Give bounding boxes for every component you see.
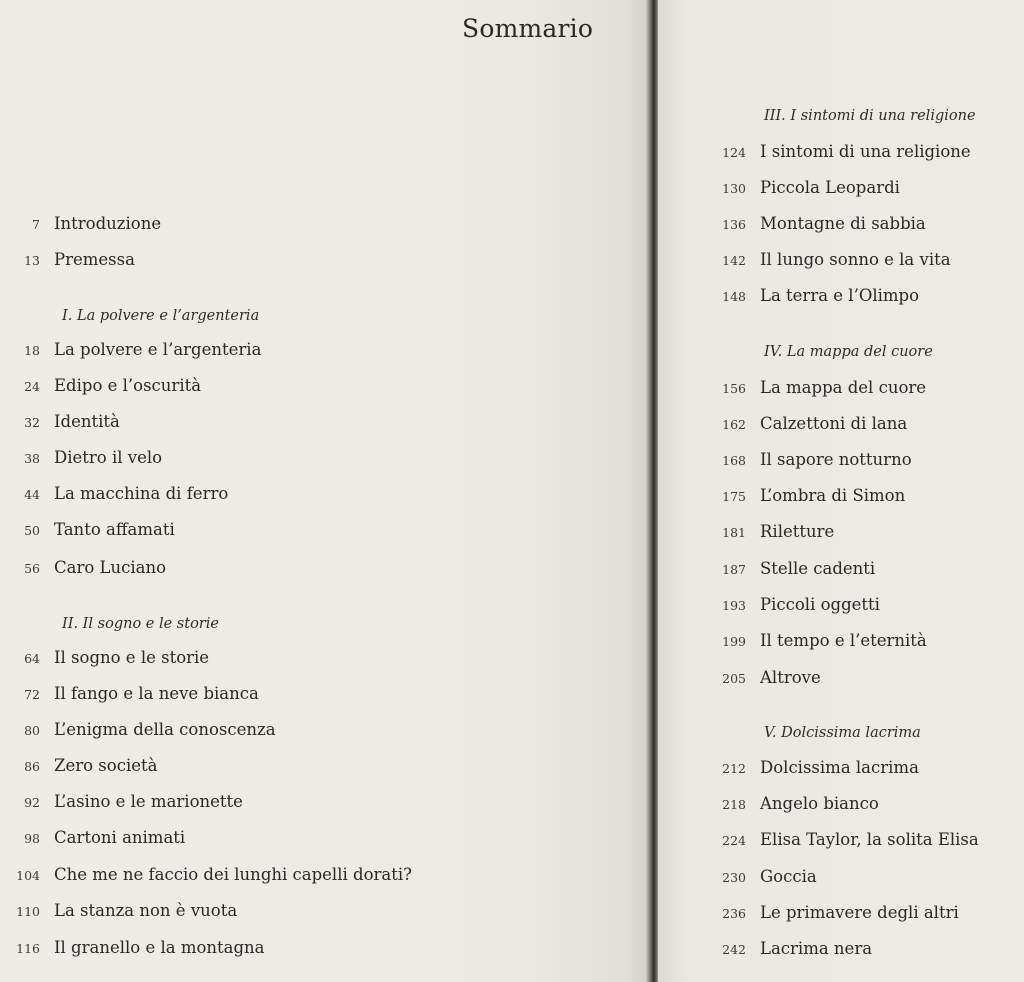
toc-page-number: 136 bbox=[722, 217, 746, 232]
toc-entry bbox=[0, 376, 201, 398]
toc-page-number: 205 bbox=[722, 671, 746, 686]
toc-page-number: 162 bbox=[722, 417, 746, 432]
toc-entry-title: Il sogno e le storie bbox=[54, 648, 210, 667]
section-heading: IV. La mappa del cuore bbox=[764, 344, 933, 360]
toc-entry bbox=[698, 286, 919, 308]
toc-page-number: 124 bbox=[722, 145, 746, 160]
toc-entry bbox=[0, 756, 157, 778]
toc-page-number: 193 bbox=[722, 598, 746, 613]
toc-page-number: 44 bbox=[24, 487, 40, 502]
toc-page-number: 32 bbox=[24, 415, 40, 430]
toc-entry-title: I sintomi di una religione bbox=[760, 142, 971, 161]
toc-page-number: 13 bbox=[24, 253, 40, 268]
toc-entry-title: Zero società bbox=[54, 756, 158, 775]
toc-entry bbox=[0, 684, 259, 706]
toc-entry-title: Dolcissima lacrima bbox=[760, 758, 919, 777]
toc-entry-title: La terra e l’Olimpo bbox=[760, 286, 920, 305]
toc-entry bbox=[698, 250, 951, 272]
toc-entry-title: Il tempo e l’eternità bbox=[760, 631, 927, 650]
toc-entry bbox=[698, 559, 875, 581]
toc-entry-title: L’ombra di Simon bbox=[760, 486, 906, 505]
toc-page-number: 72 bbox=[24, 687, 40, 702]
toc-entry bbox=[0, 865, 412, 887]
toc-entry bbox=[0, 720, 276, 742]
toc-entry bbox=[0, 938, 265, 960]
toc-entry bbox=[0, 448, 162, 470]
toc-page-number: 218 bbox=[722, 797, 746, 812]
toc-entry-title: Premessa bbox=[54, 250, 135, 269]
toc-entry-title: La stanza non è vuota bbox=[54, 901, 238, 920]
toc-entry-title: Il granello e la montagna bbox=[54, 938, 265, 957]
toc-entry-title: Edipo e l’oscurità bbox=[54, 376, 202, 395]
toc-entry bbox=[0, 792, 243, 814]
toc-page-number: 148 bbox=[722, 289, 746, 304]
toc-page-number: 64 bbox=[24, 651, 40, 666]
toc-page-number: 116 bbox=[16, 941, 40, 956]
toc-page-number: 56 bbox=[24, 561, 40, 576]
page-title: Sommario bbox=[462, 14, 594, 43]
toc-entry bbox=[0, 828, 185, 850]
toc-entry bbox=[698, 595, 880, 617]
toc-entry-title: Il sapore notturno bbox=[760, 450, 912, 469]
toc-entry-title: Goccia bbox=[760, 867, 817, 886]
toc-entry-title: La polvere e l’argenteria bbox=[54, 340, 262, 359]
toc-entry-title: Elisa Taylor, la solita Elisa bbox=[760, 830, 979, 849]
toc-entry-title: Che me ne faccio dei lunghi capelli dorati? bbox=[54, 865, 412, 884]
toc-entry-title: L’enigma della conoscenza bbox=[54, 720, 276, 739]
toc-entry bbox=[698, 486, 905, 508]
toc-page-number: 224 bbox=[722, 833, 746, 848]
toc-entry bbox=[698, 522, 834, 544]
toc-entry bbox=[698, 867, 817, 889]
toc-page-number: 50 bbox=[24, 523, 40, 538]
toc-page-number: 104 bbox=[16, 868, 40, 883]
toc-entry-title: Tanto affamati bbox=[54, 520, 175, 539]
toc-entry bbox=[698, 758, 919, 780]
toc-entry bbox=[698, 794, 879, 816]
toc-entry bbox=[0, 250, 135, 272]
toc-entry-title: Angelo bianco bbox=[760, 794, 879, 813]
toc-entry-title: Riletture bbox=[760, 522, 835, 541]
toc-page-number: 187 bbox=[722, 562, 746, 577]
toc-page-number: 18 bbox=[24, 343, 40, 358]
toc-page-number: 98 bbox=[24, 831, 40, 846]
toc-entry bbox=[0, 340, 261, 362]
toc-page-number: 156 bbox=[722, 381, 746, 396]
toc-entry-title: Montagne di sabbia bbox=[760, 214, 926, 233]
toc-entry bbox=[0, 214, 161, 236]
toc-entry-title: Piccoli oggetti bbox=[760, 595, 880, 614]
toc-entry bbox=[698, 939, 872, 961]
toc-entry-title: Il fango e la neve bianca bbox=[54, 684, 259, 703]
toc-entry bbox=[0, 558, 166, 580]
toc-entry-title: Altrove bbox=[760, 668, 821, 687]
toc-entry bbox=[0, 520, 175, 542]
toc-entry bbox=[0, 412, 120, 434]
toc-entry bbox=[698, 142, 971, 164]
toc-page-number: 92 bbox=[24, 795, 40, 810]
toc-entry-title: Dietro il velo bbox=[54, 448, 163, 467]
toc-page-number: 7 bbox=[32, 217, 40, 232]
toc-page-number: 86 bbox=[24, 759, 40, 774]
toc-page-number: 110 bbox=[16, 904, 40, 919]
toc-entry-title: Stelle cadenti bbox=[760, 559, 876, 578]
toc-entry bbox=[698, 668, 821, 690]
toc-entry bbox=[698, 214, 926, 236]
toc-entry-title: Le primavere degli altri bbox=[760, 903, 959, 922]
toc-entry bbox=[698, 903, 959, 925]
toc-entry bbox=[0, 901, 237, 923]
section-heading: II. Il sogno e le storie bbox=[62, 616, 219, 632]
toc-entry-title: L’asino e le marionette bbox=[54, 792, 243, 811]
toc-page-number: 130 bbox=[722, 181, 746, 196]
toc-entry-title: Calzettoni di lana bbox=[760, 414, 908, 433]
toc-page-number: 236 bbox=[722, 906, 746, 921]
toc-entry bbox=[698, 631, 927, 653]
toc-page-number: 212 bbox=[722, 761, 746, 776]
toc-entry-title: Piccola Leopardi bbox=[760, 178, 900, 197]
toc-entry bbox=[698, 830, 979, 852]
toc-entry bbox=[698, 414, 907, 436]
section-heading: III. I sintomi di una religione bbox=[764, 108, 976, 124]
toc-page-number: 242 bbox=[722, 942, 746, 957]
toc-entry bbox=[698, 178, 900, 200]
toc-page-number: 230 bbox=[722, 870, 746, 885]
toc-page-number: 181 bbox=[722, 525, 746, 540]
toc-entry-title: Cartoni animati bbox=[54, 828, 186, 847]
toc-page-number: 80 bbox=[24, 723, 40, 738]
toc-entry bbox=[698, 378, 926, 400]
toc-page-number: 142 bbox=[722, 253, 746, 268]
toc-page-number: 175 bbox=[722, 489, 746, 504]
toc-page-number: 24 bbox=[24, 379, 40, 394]
toc-page-number: 199 bbox=[722, 634, 746, 649]
section-heading: I. La polvere e l’argenteria bbox=[62, 308, 260, 324]
toc-entry bbox=[0, 648, 209, 670]
section-heading: V. Dolcissima lacrima bbox=[764, 725, 921, 741]
toc-entry-title: La macchina di ferro bbox=[54, 484, 229, 503]
toc-page-number: 38 bbox=[24, 451, 40, 466]
toc-entry bbox=[0, 484, 228, 506]
toc-entry-title: Caro Luciano bbox=[54, 558, 167, 577]
toc-page-number: 168 bbox=[722, 453, 746, 468]
toc-entry-title: Lacrima nera bbox=[760, 939, 873, 958]
toc-entry-title: La mappa del cuore bbox=[760, 378, 927, 397]
toc-entry-title: Introduzione bbox=[54, 214, 162, 233]
toc-entry bbox=[698, 450, 912, 472]
toc-entry-title: Identità bbox=[54, 412, 120, 431]
toc-entry-title: Il lungo sonno e la vita bbox=[760, 250, 951, 269]
